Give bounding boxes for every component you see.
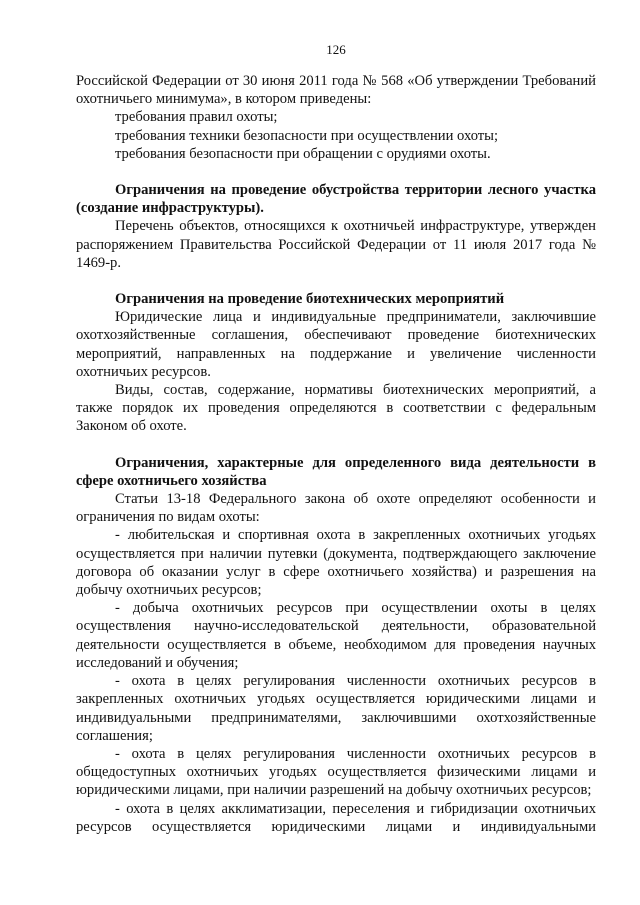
section-heading: Ограничения на проведение обустройства территории лесного участка (создание инфраструктуры). — [76, 182, 596, 217]
list-item: требования безопасности при обращении с орудиями охоты. — [115, 145, 491, 162]
list-item: - охота в целях акклиматизации, переселения и гибридизации охотничьих ресурсов осуществляется юридическими лицами и индивидуальными — [76, 800, 596, 835]
body-paragraph: Юридические лица и индивидуальные предприниматели, заключившие охотхозяйственные соглашения, обеспечивают проведение биотехнических мероприятий, направленных на поддержание и увеличение численности охотничьих ресурсов. — [76, 309, 596, 380]
section-spacer — [76, 163, 596, 181]
page-content — [76, 72, 596, 836]
page-number: 126 — [326, 42, 346, 57]
intro-paragraph: Российской Федерации от 30 июня 2011 года № 568 «Об утверждении Требований охотничьего минимума», в котором приведены: — [76, 73, 596, 108]
list-item: - добыча охотничьих ресурсов при осуществлении охоты в целях осуществления научно-исследовательской деятельности, образовательной деятельности осуществляется в объеме, необходимом для проведения научных исследований и обучения; — [76, 600, 596, 671]
body-paragraph: Перечень объектов, относящихся к охотничьей инфраструктуре, утвержден распоряжением Правительства Российской Федерации от 11 июля 2017 года № 1469-р. — [76, 218, 596, 271]
section-heading: Ограничения, характерные для определенного вида деятельности в сфере охотничьего хозяйства — [76, 454, 596, 489]
body-paragraph: Статьи 13-18 Федерального закона об охоте определяют особенности и ограничения по видам охоты: — [76, 491, 596, 526]
section-heading: Ограничения на проведение биотехнических мероприятий — [115, 291, 505, 308]
body-paragraph: Виды, состав, содержание, нормативы биотехнических мероприятий, а также порядок их проведения определяются в соответствии с федеральным Законом об охоте. — [76, 382, 596, 435]
list-item: - охота в целях регулирования численности охотничьих ресурсов в закрепленных охотничьих угодьях осуществляется юридическими лицами и индивидуальными предпринимателями, заключившими охотхозяйственные соглашения; — [76, 673, 596, 744]
list-item: - любительская и спортивная охота в закрепленных охотничьих угодьях осуществляется при наличии путевки (документа, подтверждающего заключение договора об оказании услуг в сфере охотничьего хозяйства) и разрешения на добычу охотничьих ресурсов; — [76, 527, 596, 599]
list-item: требования правил охоты; — [115, 109, 278, 126]
list-item: требования техники безопасности при осуществлении охоты; — [115, 127, 499, 144]
list-item: - охота в целях регулирования численности охотничьих ресурсов в общедоступных охотничьих угодьях осуществляется физическими лицами и юридическими лицами, при наличии разрешений на добычу охотничьих ресурсов; — [76, 745, 596, 799]
section-spacer — [76, 272, 596, 290]
section-spacer — [76, 436, 596, 454]
